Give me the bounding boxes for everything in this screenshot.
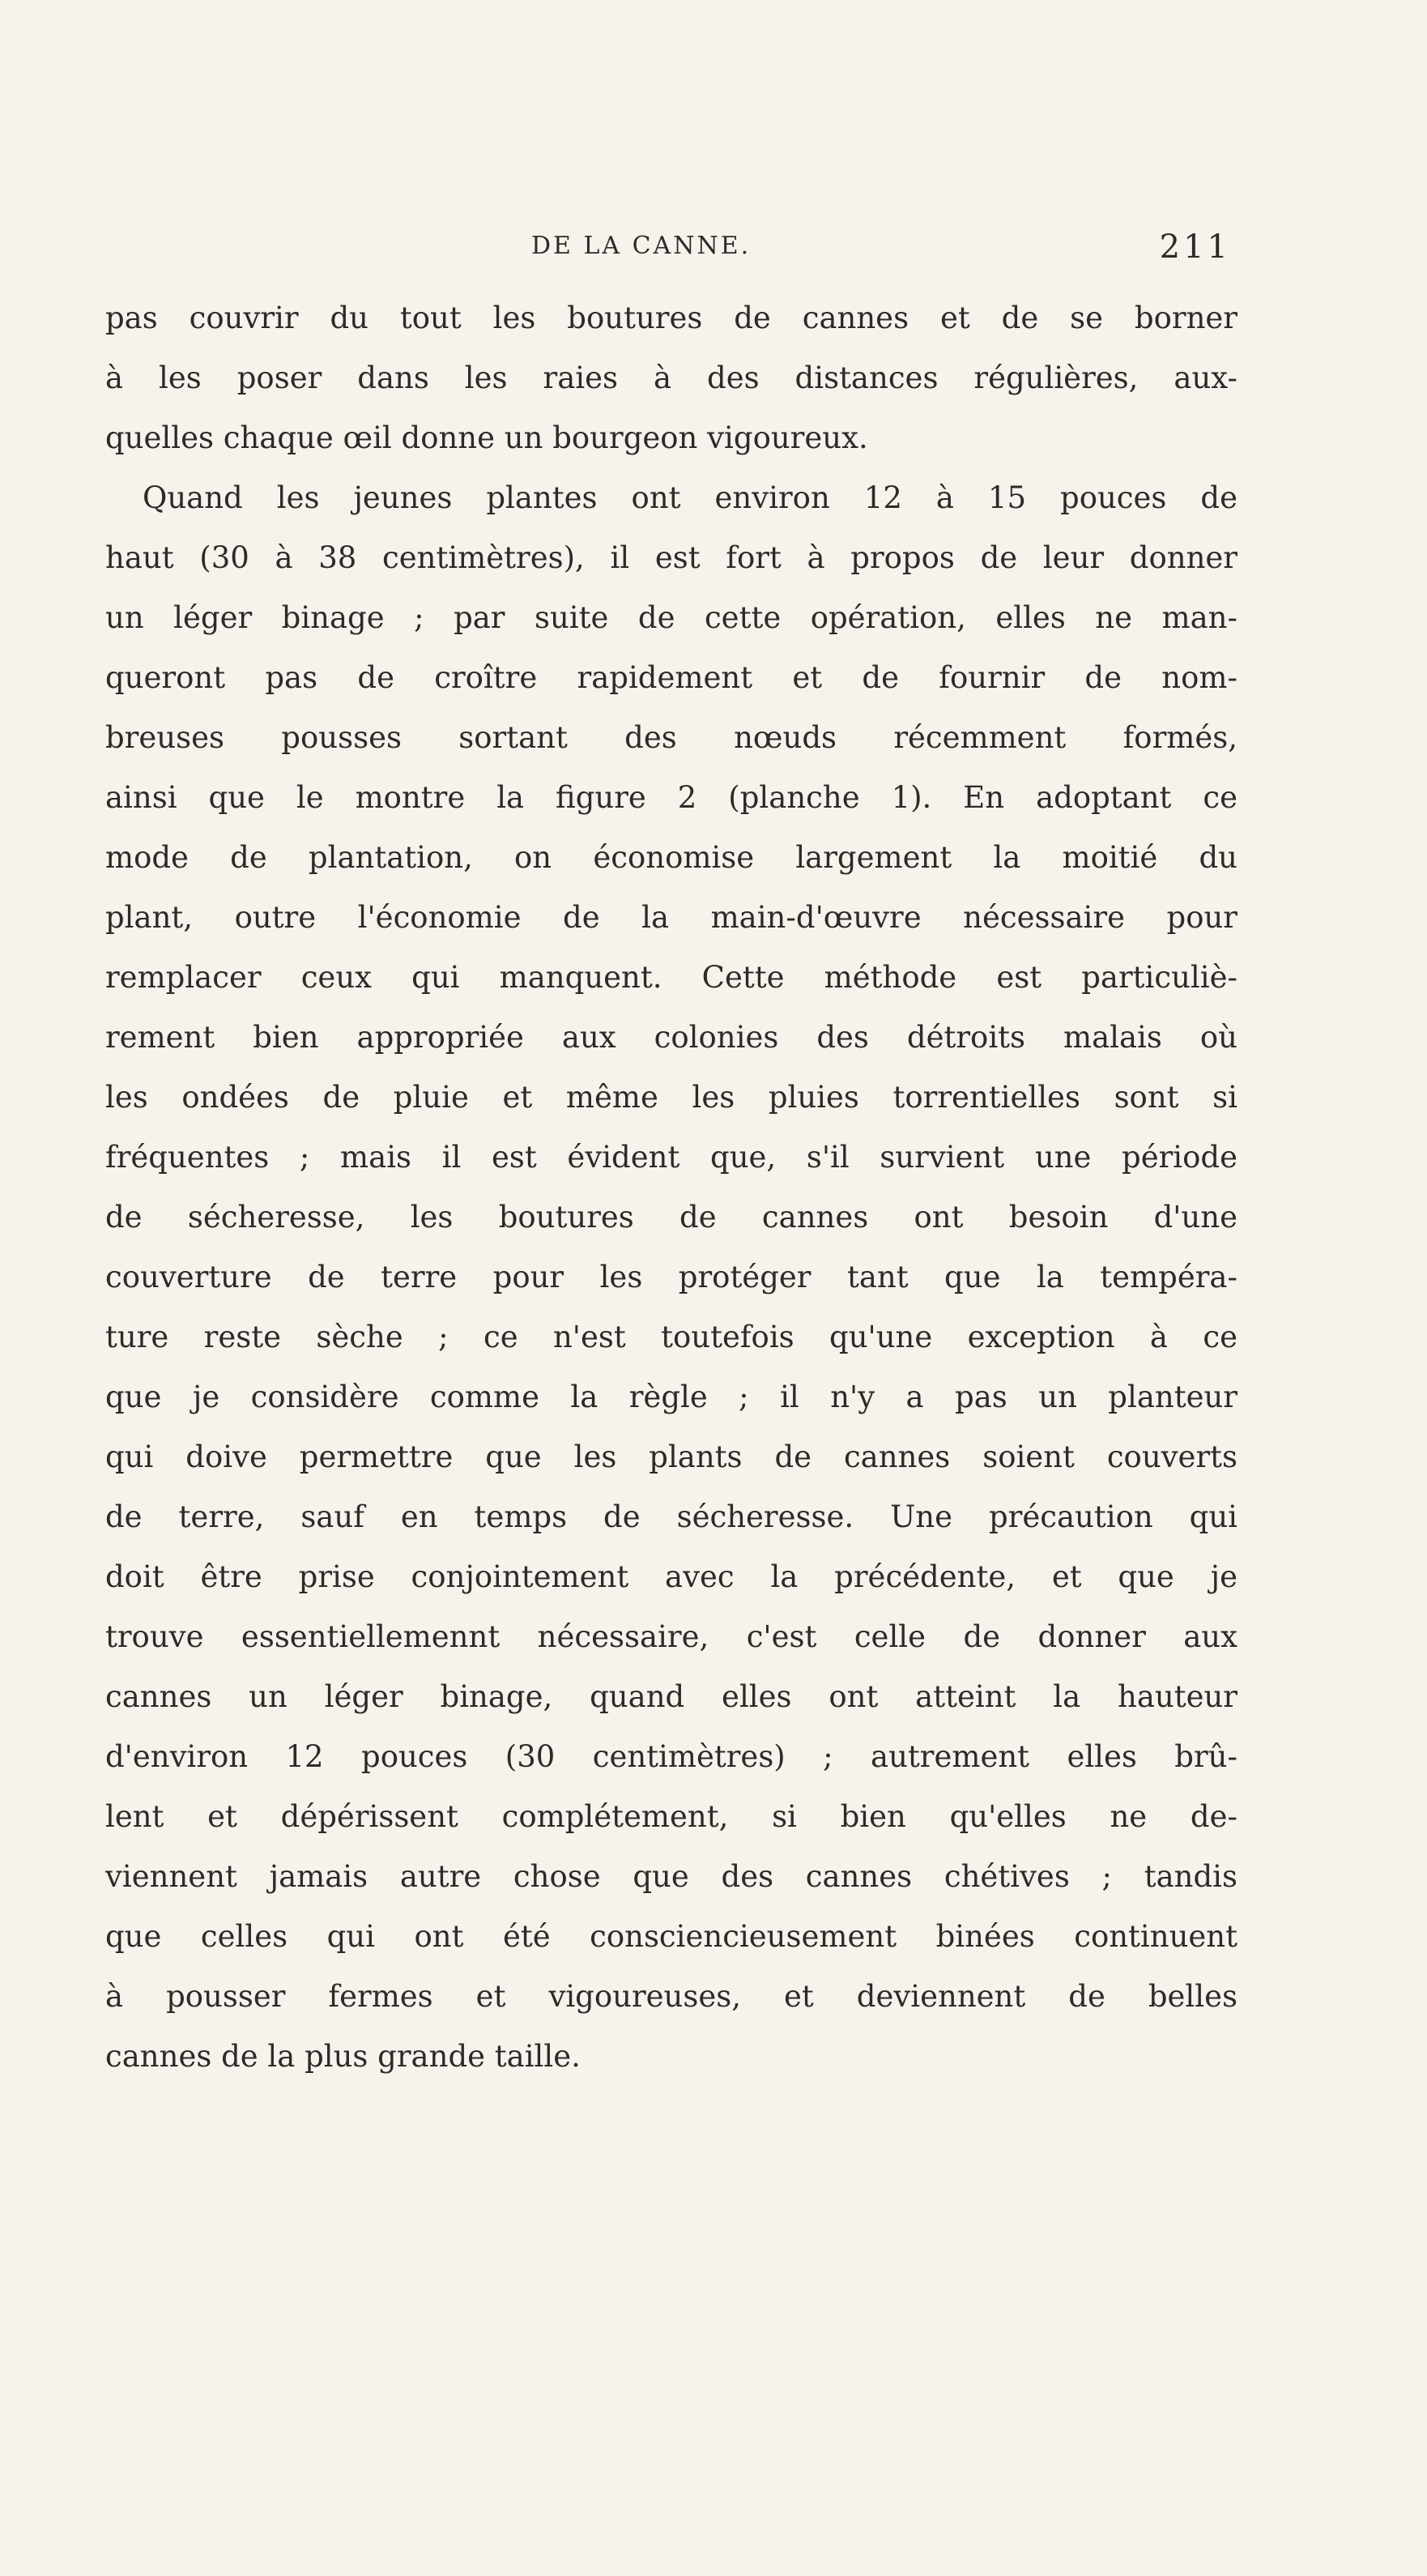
text-line: remplacer ceux qui manquent. Cette méthode est particuliè- — [105, 960, 1237, 995]
text-line: breuses pousses sortant des nœuds récemment formés, — [105, 720, 1237, 755]
text-line: queront pas de croître rapidement et de fournir de nom- — [105, 660, 1237, 695]
text-line: trouve essentiellemennt nécessaire, c'est celle de donner aux — [105, 1619, 1237, 1654]
paragraph-start-line: Quand les jeunes plantes ont environ 12 à 15 pouces de — [143, 480, 1237, 515]
text-line: de sécheresse, les boutures de cannes ont besoin d'une — [105, 1200, 1237, 1235]
text-line: un léger binage ; par suite de cette opération, elles ne man- — [105, 600, 1237, 635]
text-line: pas couvrir du tout les boutures de cannes et de se borner — [105, 301, 1237, 335]
text-line: qui doive permettre que les plants de cannes soient couverts — [105, 1439, 1237, 1474]
text-line: viennent jamais autre chose que des cannes chétives ; tandis — [105, 1859, 1237, 1894]
running-title: DE LA CANNE. — [531, 232, 752, 260]
text-line: fréquentes ; mais il est évident que, s'il survient une période — [105, 1140, 1237, 1175]
text-line: ainsi que le montre la figure 2 (planche 1). En adoptant ce — [105, 780, 1237, 815]
text-line: doit être prise conjointement avec la précédente, et que je — [105, 1559, 1237, 1594]
text-line: d'environ 12 pouces (30 centimètres) ; autrement elles brû- — [105, 1739, 1237, 1774]
text-line: haut (30 à 38 centimètres), il est fort à propos de leur donner — [105, 540, 1237, 575]
text-line: à pousser fermes et vigoureuses, et deviennent de belles — [105, 1979, 1237, 2014]
body-text — [105, 288, 1237, 2087]
text-line: que je considère comme la règle ; il n'y a pas un planteur — [105, 1380, 1237, 1414]
text-line: les ondées de pluie et même les pluies torrentielles sont si — [105, 1080, 1237, 1115]
text-line: cannes un léger binage, quand elles ont atteint la hauteur — [105, 1679, 1237, 1714]
text-line: ture reste sèche ; ce n'est toutefois qu'une exception à ce — [105, 1320, 1237, 1354]
text-line: quelles chaque œil donne un bourgeon vigoureux. — [105, 420, 868, 455]
text-line: à les poser dans les raies à des distances régulières, aux- — [105, 360, 1237, 395]
running-header — [105, 228, 1231, 280]
text-line: plant, outre l'économie de la main-d'œuvre nécessaire pour — [105, 900, 1237, 935]
page-number: 211 — [1159, 228, 1231, 266]
text-line: couverture de terre pour les protéger tant que la tempéra- — [105, 1260, 1237, 1294]
text-line: de terre, sauf en temps de sécheresse. Une précaution qui — [105, 1499, 1237, 1534]
text-line: mode de plantation, on économise largement la moitié du — [105, 840, 1237, 875]
text-line: lent et dépérissent complétement, si bien qu'elles ne de- — [105, 1799, 1237, 1834]
text-line: que celles qui ont été consciencieusement binées continuent — [105, 1919, 1237, 1954]
paragraph-end-line: cannes de la plus grande taille. — [105, 2039, 581, 2074]
text-line: rement bien appropriée aux colonies des détroits malais où — [105, 1020, 1237, 1055]
